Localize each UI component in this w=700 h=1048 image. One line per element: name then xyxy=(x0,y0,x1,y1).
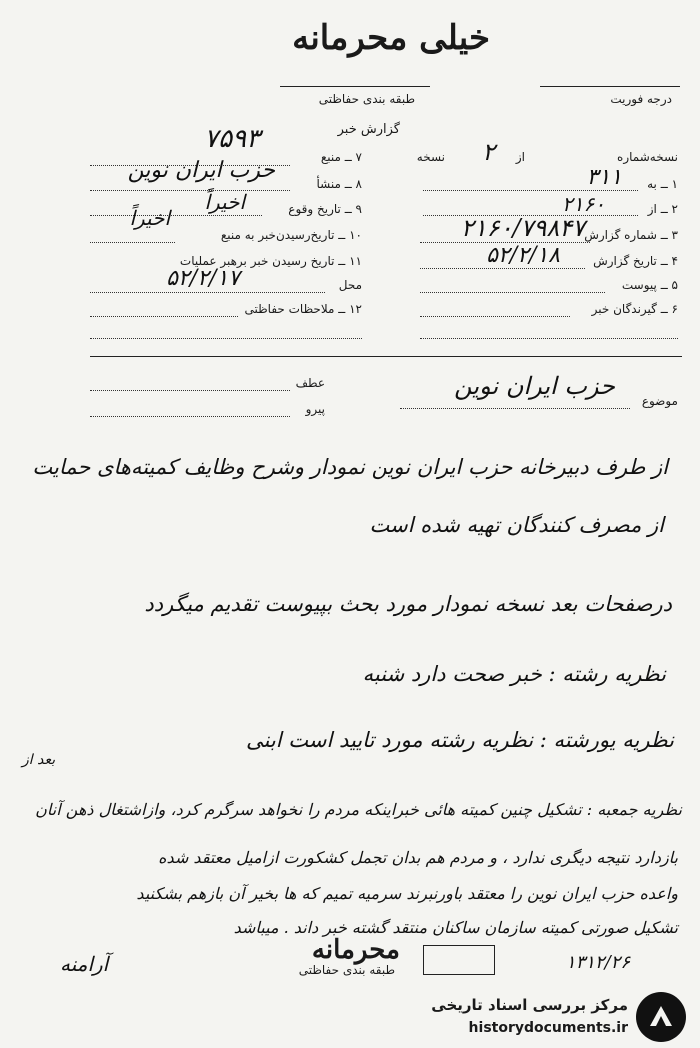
field-occurrence-date-value: اخیراً xyxy=(204,190,245,214)
archive-name: مرکز بررسی اسناد تاریخی xyxy=(431,996,628,1014)
field-source-receipt-date-label: ۱۰ ــ تاریخ‌رسیدن‌خبر به منبع xyxy=(220,228,362,242)
field-occurrence-date-label: ۹ ــ تاریخ وقوع xyxy=(288,202,362,216)
urgency-line xyxy=(540,86,680,87)
classification-line xyxy=(280,86,430,87)
field-origin-label: ۸ ــ منشأ xyxy=(316,177,362,191)
body-line-1: از طرف دبیرخانه حزب ایران نوین نمودار وشرح وظایف کمیته‌های حمایت xyxy=(32,455,668,479)
subject-label: موضوع xyxy=(641,394,678,408)
archive-logo-icon xyxy=(636,992,686,1042)
field-report-number-value: ۲۱۶۰/۷۹۸۴۷ xyxy=(460,214,585,242)
field-recipients-label: ۶ ــ گیرندگان خبر xyxy=(591,302,678,316)
field-report-number-label: ۳ ــ شماره گزارش xyxy=(584,228,678,242)
field-report-date-value: ۵۲/۲/۱۸ xyxy=(486,243,560,268)
copies-of-label: از xyxy=(515,150,525,164)
subject-value: حزب ایران نوین xyxy=(454,372,615,400)
field-location-label: محل xyxy=(338,278,362,292)
classification-label-bottom: طبقه بندی حفاظتی xyxy=(298,963,395,977)
field-copy-number-label: نسخه‌شماره xyxy=(617,150,678,164)
copies-value: ۲ xyxy=(482,138,495,166)
stamp-code: ۱۳۱۲/۲۶ xyxy=(565,952,630,973)
classification-stamp-top: خیلی محرمانه xyxy=(292,18,490,58)
field-source-value: ۷۵۹۳ xyxy=(204,124,260,154)
field-to-value: ۳۱۱ xyxy=(586,165,622,190)
archive-url: historydocuments.ir xyxy=(468,1020,628,1036)
body-line-5: نظریه یورشته : نظریه رشته مورد تایید است ابنی xyxy=(246,728,674,752)
atf-label: عطف xyxy=(295,376,325,390)
archive-watermark xyxy=(0,990,700,1048)
form-title: گزارش خبر xyxy=(337,122,400,137)
body-line-2: از مصرف کنندگان تهیه شده است xyxy=(369,513,664,537)
classification-label-top: طبقه بندی حفاظتی xyxy=(318,92,415,106)
field-to-label: ۱ ــ به xyxy=(647,177,678,191)
separator-line xyxy=(90,356,682,357)
field-from-label: ۲ ــ از xyxy=(647,202,678,216)
urgency-label: درجه فوریت xyxy=(610,92,672,106)
field-security-notes-label: ۱۲ ــ ملاحظات حفاظتی xyxy=(244,302,362,316)
field-source-receipt-date-value: اخیراً xyxy=(129,206,170,230)
field-operations-receipt-date-value: ۵۲/۲/۱۷ xyxy=(166,266,240,291)
body-line-9: تشکیل صورتی کمیته سازمان ساکنان منتقد گشته خبر داند . میباشد xyxy=(233,918,678,937)
peyro-label: پیرو xyxy=(305,402,325,416)
field-source-label: ۷ ــ منبع xyxy=(320,150,362,164)
field-report-date-label: ۴ ــ تاریخ گزارش xyxy=(593,254,678,268)
field-operations-receipt-date-label: ۱۱ ــ تاریخ رسیدن خبر برهبر عملیات xyxy=(179,254,362,268)
body-line-4: نظریه رشته : خبر صحت دارد شنبه xyxy=(362,662,666,686)
body-line-7: بازدارد نتیجه دیگری ندارد ، و مردم هم بدان تجمل کشکورت ازامیل معتقد شده xyxy=(158,848,678,867)
register-stamp xyxy=(423,945,495,975)
body-line-6: نظریه جمعبه : تشکیل چنین کمیته هائی خبراینکه مردم را نخواهد سرگرم کرد، وازاشتغال ذهن آنان xyxy=(35,800,682,819)
field-origin-value: حزب ایران نوین xyxy=(127,158,275,183)
classification-stamp-bottom: محرمانه xyxy=(311,935,400,965)
field-attachment-label: ۵ ــ پیوست xyxy=(621,278,678,292)
copies-label: نسخه xyxy=(416,150,445,164)
body-line-3: درصفحات بعد نسخه نمودار مورد بحث بپیوست تقدیم میگردد xyxy=(144,592,672,616)
signature: آرامنه xyxy=(60,952,109,976)
body-line-8: واعده حزب ایران نوین را معتقد باورنبرند سرمیه تمیم که ها بخیر آن بازهم بشکنید xyxy=(136,884,678,903)
field-from-value: ۲۱۶۰ xyxy=(562,192,605,216)
margin-note: بعد از xyxy=(22,752,56,768)
